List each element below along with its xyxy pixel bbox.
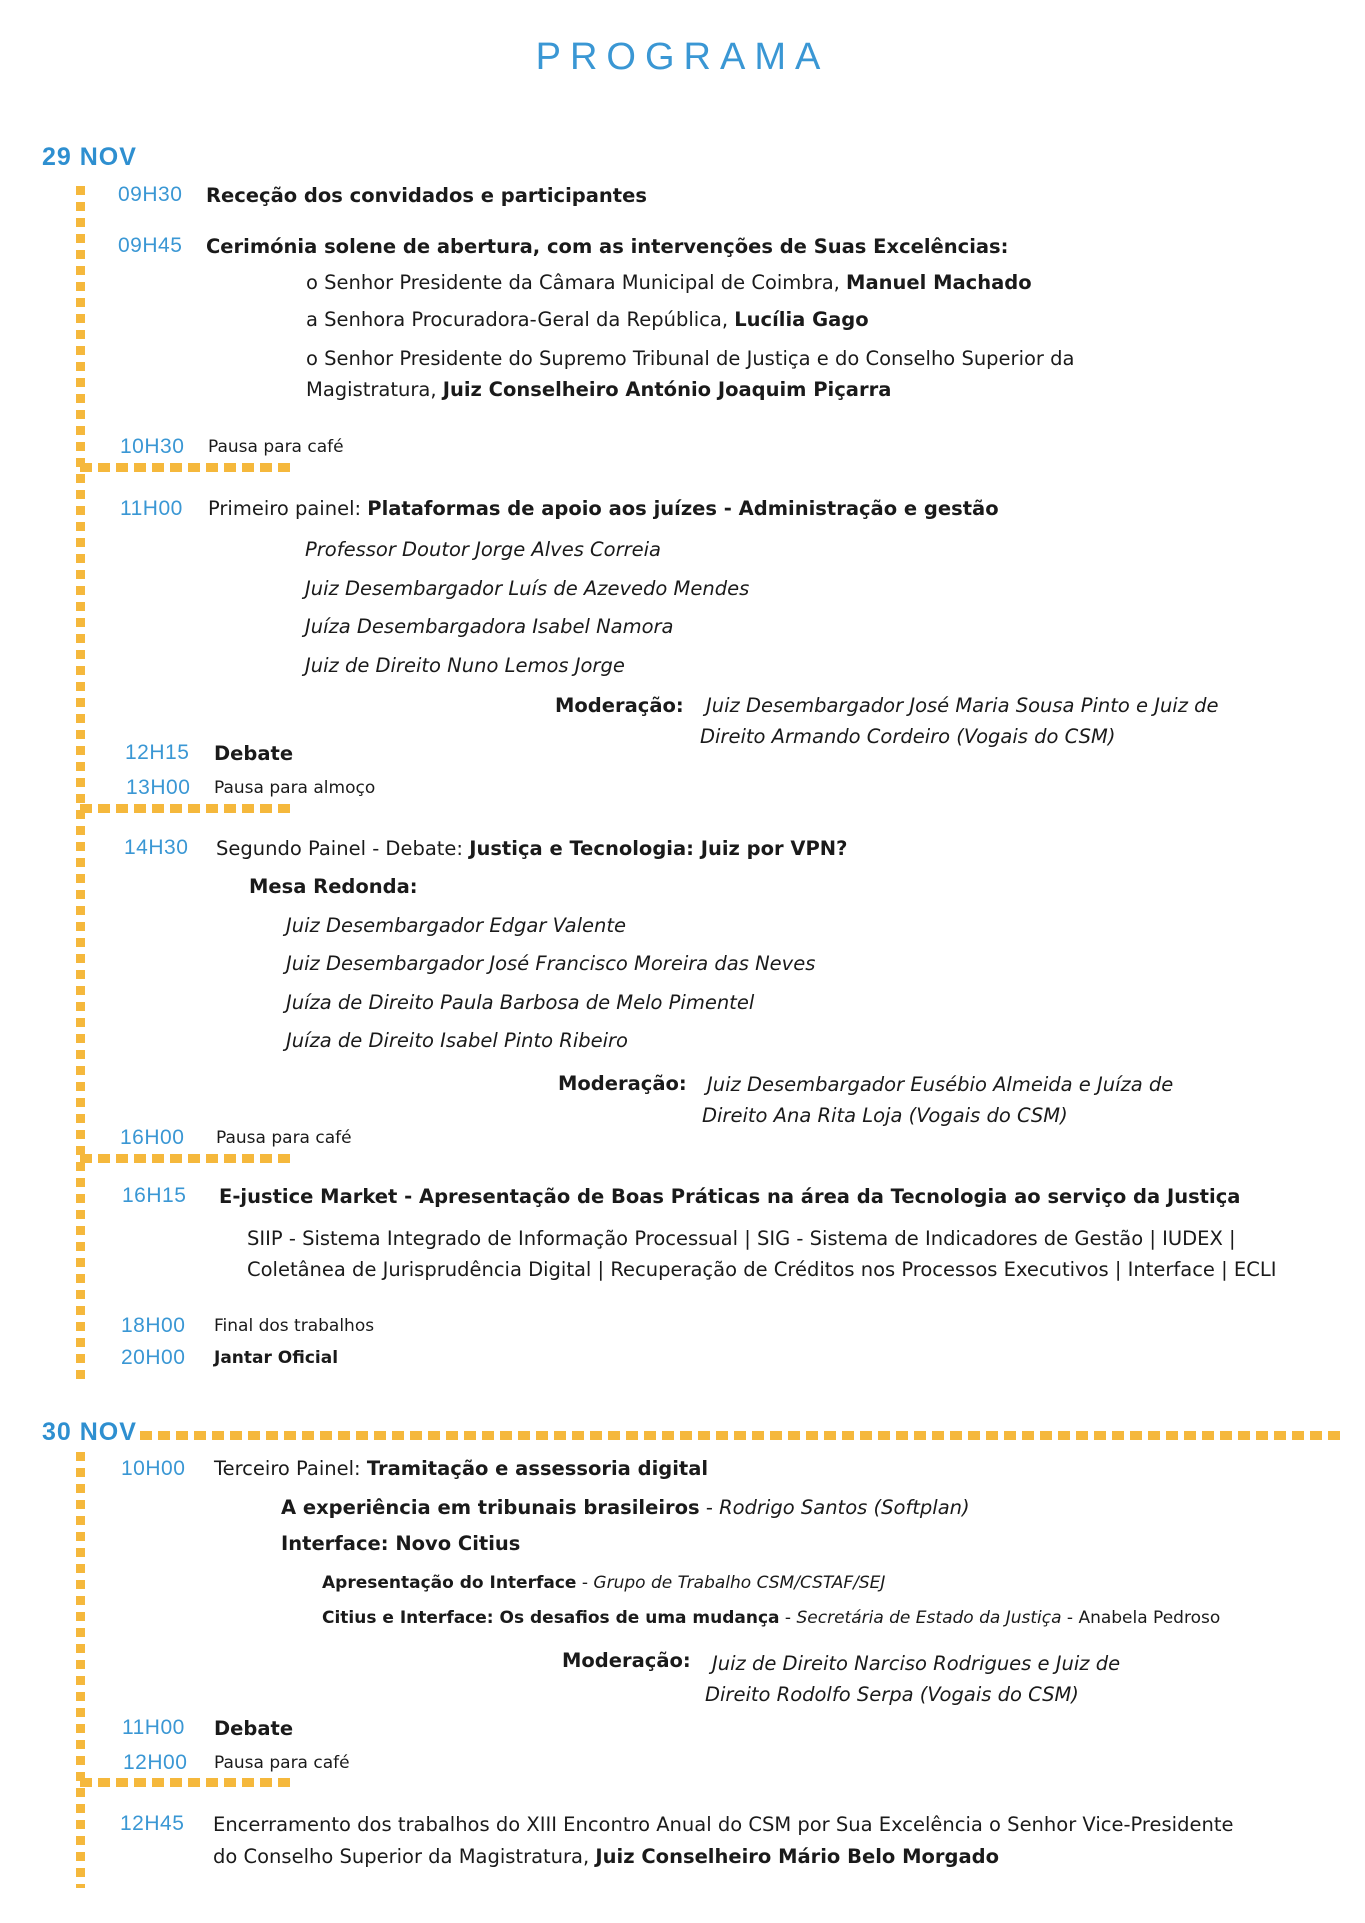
- event-debate: Debate: [214, 1717, 294, 1740]
- panel-title: Plataformas de apoio aos juízes - Administração e gestão: [367, 497, 999, 520]
- sub-session-title: Citius e Interface: Os desafios de uma mudança: [322, 1608, 780, 1628]
- event-second-panel: [216, 837, 847, 860]
- event-ejustice-market: E-justice Market - Apresentação de Boas Práticas na área da Tecnologia ao serviço da Justiça: [219, 1185, 1241, 1208]
- ejustice-projects: Coletânea de Jurisprudência Digital | Recuperação de Créditos nos Processos Executivos | Interface | ECLI: [247, 1258, 1277, 1281]
- time-1215: 12H15: [125, 741, 190, 764]
- time-1430: 14H30: [124, 836, 189, 859]
- speaker-role: Magistratura,: [306, 378, 443, 401]
- panel-prefix: Segundo Painel - Debate:: [216, 837, 470, 860]
- time-1030: 10H30: [120, 435, 185, 458]
- time-1600: 16H00: [120, 1126, 185, 1149]
- event-closing-line2: [213, 1845, 999, 1868]
- time-1100: 11H00: [122, 1716, 185, 1739]
- event-opening-ceremony: Cerimónia solene de abertura, com as intervenções de Suas Excelências:: [206, 235, 1009, 258]
- time-1300: 13H00: [126, 776, 191, 799]
- speaker: Juiz Desembargador José Francisco Moreira das Neves: [286, 952, 816, 975]
- moderators: Direito Armando Cordeiro (Vogais do CSM): [700, 725, 1116, 748]
- moderators: Direito Ana Rita Loja (Vogais do CSM): [702, 1104, 1068, 1127]
- speaker-role: o Senhor Presidente do Supremo Tribunal de Justiça e do Conselho Superior da: [306, 347, 1075, 370]
- speaker: Professor Doutor Jorge Alves Correia: [305, 538, 661, 561]
- sub-session-speaker: Grupo de Trabalho CSM/CSTAF/SEJ: [593, 1573, 886, 1593]
- sub-session-title: Interface: Novo Citius: [281, 1532, 521, 1555]
- sub-session-speaker: Secretária de Estado da Justiça: [796, 1608, 1062, 1628]
- time-2000: 20H00: [121, 1346, 186, 1369]
- timeline-break-3: [80, 1154, 290, 1163]
- event-reception: Receção dos convidados e participantes: [206, 184, 647, 207]
- timeline-day2: [76, 1452, 85, 1888]
- day-label-30-nov: 30 NOV: [42, 1418, 137, 1446]
- speaker: Juiz de Direito Nuno Lemos Jorge: [305, 654, 625, 677]
- moderation-label: Moderação:: [562, 1649, 691, 1672]
- speaker-role: o Senhor Presidente da Câmara Municipal de Coimbra,: [306, 271, 847, 294]
- speaker-name: Juiz Conselheiro António Joaquim Piçarra: [442, 378, 892, 401]
- timeline-break-1: [80, 463, 290, 472]
- separator: -: [576, 1573, 594, 1593]
- round-table-label: Mesa Redonda:: [249, 875, 418, 898]
- timeline-day2-header: [140, 1431, 1340, 1440]
- speaker: Juíza Desembargadora Isabel Namora: [305, 615, 674, 638]
- moderation-label: Moderação:: [555, 694, 684, 717]
- event-third-panel: [214, 1457, 708, 1480]
- sub-session: [322, 1608, 1220, 1628]
- speaker-role: a Senhora Procuradora-Geral da República,: [306, 308, 735, 331]
- speaker-name: Lucília Gago: [734, 308, 869, 331]
- time-1200: 12H00: [123, 1751, 188, 1774]
- event-official-dinner: Jantar Oficial: [214, 1348, 339, 1368]
- speaker: Juiz Desembargador Edgar Valente: [286, 914, 627, 937]
- event-first-panel: [208, 497, 999, 520]
- moderation-label: Moderação:: [558, 1072, 687, 1095]
- time-1245: 12H45: [120, 1812, 185, 1835]
- separator: -: [699, 1496, 720, 1519]
- event-closing: Encerramento dos trabalhos do XIII Encontro Anual do CSM por Sua Excelência o Senhor Vice-Presidente: [213, 1813, 1234, 1836]
- speaker-line: [306, 378, 891, 401]
- speaker: Juíza de Direito Paula Barbosa de Melo Pimentel: [286, 991, 755, 1014]
- panel-title: Justiça e Tecnologia: Juiz por VPN?: [469, 837, 848, 860]
- time-0945: 09H45: [118, 234, 183, 257]
- moderators: Juiz Desembargador Eusébio Almeida e Juíza de: [707, 1073, 1174, 1096]
- sub-session-title: A experiência em tribunais brasileiros: [281, 1496, 700, 1519]
- ejustice-projects: SIIP - Sistema Integrado de Informação Processual | SIG - Sistema de Indicadores de Gestão | IUDEX |: [247, 1227, 1236, 1250]
- speaker: Juíza de Direito Isabel Pinto Ribeiro: [286, 1029, 628, 1052]
- event-coffee-break: Pausa para café: [216, 1128, 352, 1148]
- page-title: PROGRAMA: [535, 36, 830, 78]
- event-lunch-break: Pausa para almoço: [214, 778, 376, 798]
- sub-session-speaker-name: - Anabela Pedroso: [1061, 1608, 1221, 1628]
- sub-session: [322, 1573, 885, 1593]
- speaker-name: Manuel Machado: [846, 271, 1032, 294]
- panel-prefix: Terceiro Painel:: [214, 1457, 367, 1480]
- speaker-line: [306, 308, 869, 331]
- moderators: Juiz Desembargador José Maria Sousa Pinto e Juiz de: [706, 694, 1219, 717]
- panel-title: Tramitação e assessoria digital: [366, 1457, 709, 1480]
- sub-session: [281, 1496, 970, 1519]
- sub-session-speaker: Rodrigo Santos (Softplan): [719, 1496, 970, 1519]
- day-label-29-nov: 29 NOV: [42, 143, 137, 171]
- sub-session-title: Apresentação do Interface: [322, 1573, 577, 1593]
- timeline-day1: [76, 186, 85, 1386]
- panel-prefix: Primeiro painel:: [208, 497, 368, 520]
- time-0930: 09H30: [118, 183, 183, 206]
- moderators: Juiz de Direito Narciso Rodrigues e Juiz de: [712, 1652, 1121, 1675]
- closing-role: do Conselho Superior da Magistratura,: [213, 1845, 596, 1868]
- event-closing-work: Final dos trabalhos: [214, 1316, 375, 1336]
- moderators: Direito Rodolfo Serpa (Vogais do CSM): [705, 1683, 1079, 1706]
- event-debate: Debate: [214, 742, 294, 765]
- timeline-break-2: [80, 804, 290, 813]
- speaker-line: [306, 271, 1032, 294]
- time-1615: 16H15: [122, 1184, 187, 1207]
- time-1100: 11H00: [120, 497, 183, 520]
- closing-name: Juiz Conselheiro Mário Belo Morgado: [595, 1845, 999, 1868]
- event-coffee-break: Pausa para café: [214, 1753, 350, 1773]
- separator: -: [779, 1608, 797, 1628]
- timeline-break-4: [80, 1778, 290, 1787]
- event-coffee-break: Pausa para café: [208, 437, 344, 457]
- time-1000: 10H00: [121, 1457, 186, 1480]
- speaker: Juiz Desembargador Luís de Azevedo Mendes: [305, 577, 750, 600]
- time-1800: 18H00: [121, 1314, 186, 1337]
